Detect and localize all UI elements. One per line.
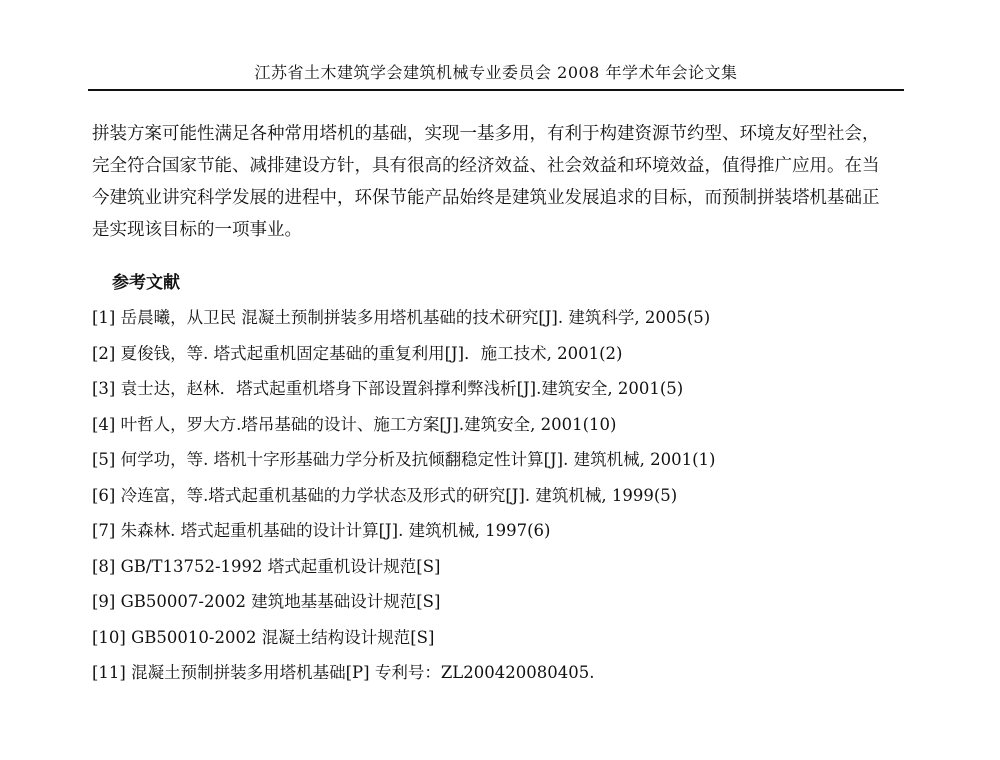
reference-list bbox=[92, 300, 904, 691]
reference-item: [4] 叶哲人，罗大方.塔吊基础的设计、施工方案[J].建筑安全, 2001(10) bbox=[92, 414, 617, 434]
body-line: 完全符合国家节能、减排建设方针，具有很高的经济效益、社会效益和环境效益，值得推广应用。在当 bbox=[92, 156, 880, 176]
reference-item: [3] 袁士达，赵林．塔式起重机塔身下部设置斜撑利弊浅析[J].建筑安全, 2001(5) bbox=[92, 379, 684, 398]
body-paragraph bbox=[92, 118, 904, 246]
reference-item: [7] 朱森林. 塔式起重机基础的设计计算[J]. 建筑机械, 1997(6) bbox=[92, 521, 551, 540]
body-line: 今建筑业讲究科学发展的进程中，环保节能产品始终是建筑业发展追求的目标，而预制拼装塔机基础正 bbox=[92, 188, 880, 208]
reference-item: [5] 何学功，等. 塔机十字形基础力学分析及抗倾翻稳定性计算[J]. 建筑机械, 2001(1) bbox=[92, 450, 716, 469]
body-line: 拼装方案可能性满足各种常用塔机的基础，实现一基多用，有利于构建资源节约型、环境友好型社会， bbox=[92, 124, 880, 144]
reference-item: [2] 夏俊钱，等. 塔式起重机固定基础的重复利用[J]．施工技术, 2001(2) bbox=[92, 343, 623, 363]
references-heading: 参考文献 bbox=[112, 273, 180, 293]
reference-item: [10] GB50010-2002 混凝土结构设计规范[S] bbox=[92, 627, 435, 647]
reference-item: [1] 岳晨曦，从卫民 混凝土预制拼装多用塔机基础的技术研究[J]. 建筑科学, 2005(5) bbox=[92, 308, 711, 327]
reference-item: [11] 混凝土预制拼装多用塔机基础[P] 专利号：ZL200420080405. bbox=[92, 663, 595, 682]
header-rule bbox=[88, 89, 904, 91]
reference-item: [8] GB/T13752-1992 塔式起重机设计规范[S] bbox=[92, 556, 441, 576]
running-header: 江苏省土木建筑学会建筑机械专业委员会 2008 年学术年会论文集 bbox=[254, 63, 738, 82]
reference-item: [6] 冷连富，等.塔式起重机基础的力学状态及形式的研究[J]. 建筑机械, 1999(5) bbox=[92, 485, 678, 505]
body-line: 是实现该目标的一项事业。 bbox=[92, 220, 302, 240]
reference-item: [9] GB50007-2002 建筑地基基础设计规范[S] bbox=[92, 592, 441, 611]
